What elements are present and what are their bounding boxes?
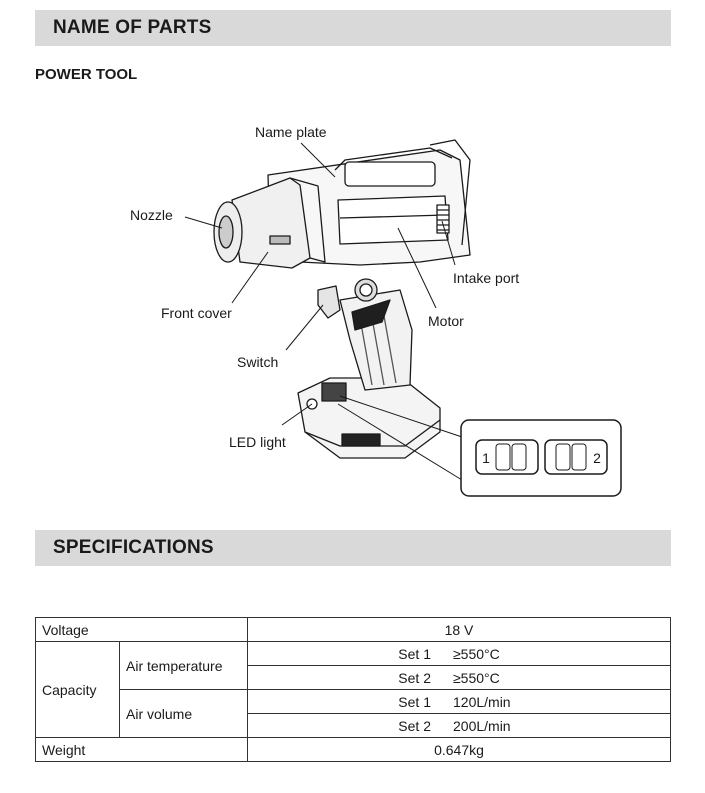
intake-vents bbox=[437, 205, 449, 233]
heat-gun-illustration bbox=[0, 90, 705, 510]
table-row bbox=[36, 618, 671, 642]
air-volume-label: Air volume bbox=[120, 690, 248, 738]
table-row bbox=[36, 738, 671, 762]
callout-nozzle: Nozzle bbox=[130, 207, 173, 223]
switch-position-1: 1 bbox=[482, 450, 490, 466]
capacity-label: Capacity bbox=[36, 642, 120, 738]
air-temp-set-2-label: Set 2 bbox=[398, 669, 431, 686]
air-temp-set-1-value: ≥550°C bbox=[453, 645, 500, 662]
callout-intake-port: Intake port bbox=[453, 270, 520, 286]
callout-switch: Switch bbox=[237, 354, 279, 370]
air-temperature-label: Air temperature bbox=[120, 642, 248, 690]
weight-value: 0.647kg bbox=[248, 738, 671, 762]
table-row bbox=[36, 642, 671, 666]
callout-name-plate: Name plate bbox=[255, 124, 327, 140]
switch-zoom-callout bbox=[461, 420, 621, 496]
air-volume-set-1-value: 120L/min bbox=[453, 693, 511, 710]
air-volume-set-2-value: 200L/min bbox=[453, 717, 511, 734]
air-volume-set-2-label: Set 2 bbox=[398, 717, 431, 734]
weight-label: Weight bbox=[36, 738, 248, 762]
switch-position-2: 2 bbox=[593, 450, 601, 466]
trigger bbox=[318, 286, 340, 318]
subheading-power-tool: POWER TOOL bbox=[35, 66, 138, 83]
callout-front-cover: Front cover bbox=[161, 305, 232, 321]
section-header-name-of-parts bbox=[35, 10, 671, 46]
front-cover bbox=[232, 178, 310, 268]
voltage-value: 18 V bbox=[248, 618, 671, 642]
air-temp-set-1-label: Set 1 bbox=[398, 645, 431, 662]
section-header-specifications bbox=[35, 530, 671, 566]
specifications-table bbox=[35, 617, 671, 762]
air-volume-set-1-label: Set 1 bbox=[398, 693, 431, 710]
callout-motor: Motor bbox=[428, 313, 464, 329]
callout-led-light: LED light bbox=[229, 434, 286, 450]
air-temp-set-2-value: ≥550°C bbox=[453, 669, 500, 686]
section-title: NAME OF PARTS bbox=[53, 17, 212, 38]
table-row bbox=[36, 690, 671, 714]
voltage-label: Voltage bbox=[36, 618, 248, 642]
section-title: SPECIFICATIONS bbox=[53, 537, 214, 558]
